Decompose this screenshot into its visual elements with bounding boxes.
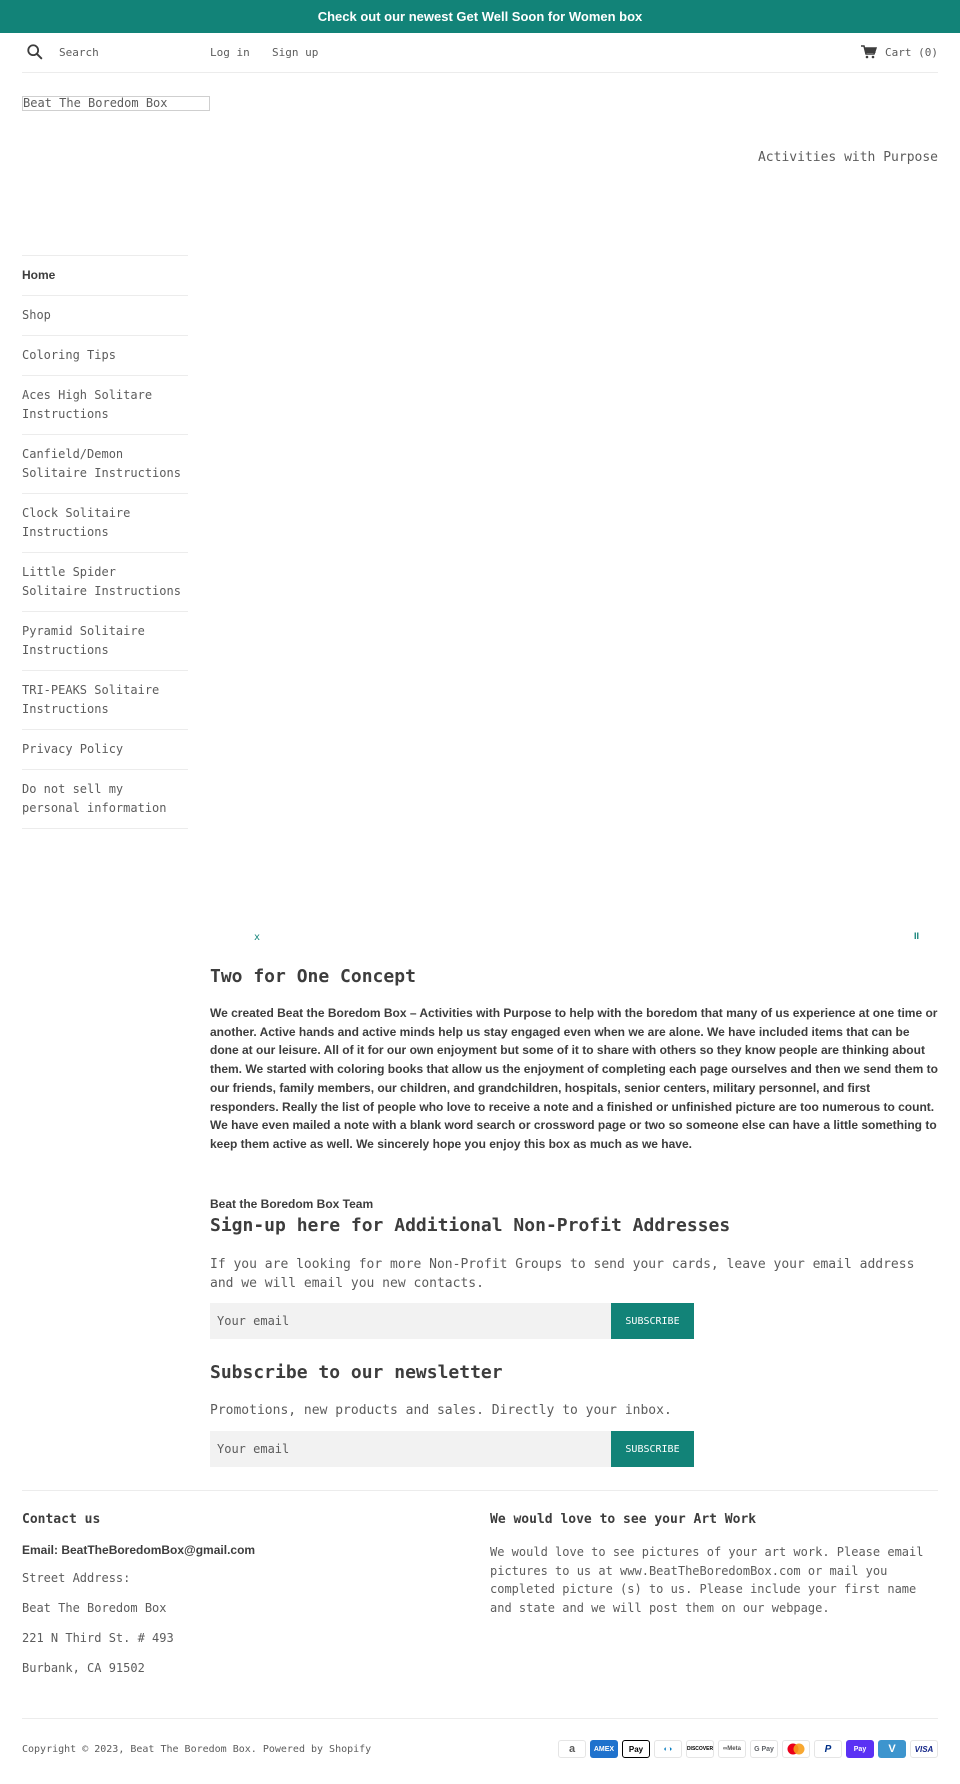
newsletter-email-input[interactable]	[210, 1431, 611, 1467]
diners-club-icon: ◐◑	[654, 1740, 682, 1758]
sidebar-item-home[interactable]: Home	[22, 256, 188, 296]
address-label: Street Address:	[22, 1571, 131, 1585]
cart-label: Cart (0)	[885, 45, 938, 59]
sidebar-nav	[22, 255, 188, 829]
amazon-icon: a	[558, 1740, 586, 1758]
concept-title: Two for One Concept	[210, 966, 416, 987]
contact-email: Email: BeatTheBoredomBox@gmail.com	[22, 1543, 256, 1557]
apple-pay-icon: Pay	[622, 1740, 650, 1758]
footer-divider	[22, 1490, 938, 1491]
nonprofit-signup-form	[210, 1303, 694, 1339]
venmo-icon: V	[878, 1740, 906, 1758]
newsletter-form	[210, 1431, 694, 1467]
sidebar-item-canfield-demon[interactable]: Canfield/Demon Solitaire Instructions	[22, 435, 188, 494]
announcement-bar[interactable]	[0, 0, 960, 33]
payment-icons	[558, 1740, 938, 1758]
shop-pay-icon: Pay	[846, 1740, 874, 1758]
copyright: Copyright © 2023, Beat The Boredom Box. Powered by Shopify	[22, 1744, 372, 1755]
sidebar-item-little-spider[interactable]: Little Spider Solitaire Instructions	[22, 553, 188, 612]
nonprofit-subscribe-button[interactable]: SUBSCRIBE	[611, 1303, 694, 1339]
discover-icon: DISCOVER	[686, 1740, 714, 1758]
newsletter-title: Subscribe to our newsletter	[210, 1362, 503, 1383]
login-link[interactable]: Log in	[210, 46, 250, 59]
sidebar-item-do-not-sell[interactable]: Do not sell my personal information	[22, 770, 188, 829]
sidebar-item-shop[interactable]: Shop	[22, 296, 188, 336]
search-input[interactable]	[59, 42, 209, 62]
google-pay-icon: G Pay	[750, 1740, 778, 1758]
footer-art	[490, 1512, 940, 1618]
cart-link[interactable]	[861, 45, 938, 59]
visa-icon: VISA	[910, 1740, 938, 1758]
contact-title: Contact us	[22, 1512, 101, 1527]
address-street: 221 N Third St. # 493	[22, 1631, 174, 1645]
site-logo[interactable]: Beat The Boredom Box	[22, 96, 210, 111]
sidebar-item-aces-high[interactable]: Aces High Solitare Instructions	[22, 376, 188, 435]
signup-title: Sign-up here for Additional Non-Profit Addresses	[210, 1215, 731, 1236]
site-header-bar	[22, 33, 938, 73]
american-express-icon: AMEX	[590, 1740, 618, 1758]
address-name: Beat The Boredom Box	[22, 1601, 167, 1615]
sidebar-item-pyramid[interactable]: Pyramid Solitaire Instructions	[22, 612, 188, 671]
cart-icon	[861, 45, 877, 59]
search-icon[interactable]	[26, 43, 44, 61]
meta-pay-icon: ∞Meta	[718, 1740, 746, 1758]
footer-contact	[22, 1512, 462, 1691]
sidebar-item-privacy-policy[interactable]: Privacy Policy	[22, 730, 188, 770]
announcement-text[interactable]: Check out our newest Get Well Soon for Women box	[317, 9, 643, 24]
newsletter-text: Promotions, new products and sales. Directly to your inbox.	[210, 1403, 672, 1418]
newsletter-subscribe-button[interactable]: SUBSCRIBE	[611, 1431, 694, 1467]
bottom-divider	[22, 1718, 938, 1719]
address-city: Burbank, CA 91502	[22, 1661, 145, 1675]
paypal-icon: P	[814, 1740, 842, 1758]
sidebar-item-tri-peaks[interactable]: TRI-PEAKS Solitaire Instructions	[22, 671, 188, 730]
site-tagline: Activities with Purpose	[757, 150, 938, 165]
signature: Beat the Boredom Box Team	[210, 1197, 374, 1211]
signup-text: If you are looking for more Non-Profit Groups to send your cards, leave your email address and we will email you new contacts.	[210, 1257, 915, 1291]
art-title: We would love to see your Art Work	[490, 1512, 757, 1527]
art-text: We would love to see pictures of your art work. Please email pictures to us at www.BeatTheBoredomBox.com or mail you completed picture (s) to us. Please include your first name and state and we will post them on our webpage.	[490, 1545, 924, 1616]
mastercard-icon	[782, 1740, 810, 1758]
concept-body: We created Beat the Boredom Box – Activities with Purpose to help with the boredom that many of us experience at one time or another. Active hands and active minds help us stay engaged even when we are alone. We have included items that can be done at our leisure. All of it for our own enjoyment but some of it to share with others so they know people are thinking about them. We started with coloring books that allow us the enjoyment of completing each page ourselves and then we send them to our friends, family members, our children, and grandchildren, hospitals, senior centers, military personnel, and first responders. Really the list of people who love to receive a note and a finished or unfinished picture are too numerous to count. We have even mailed a note with a blank word search or crossword page or two so someone else can have a little something to keep them active as well. We sincerely hope you enjoy this box as much as we have.	[210, 1006, 938, 1151]
nonprofit-email-input[interactable]	[210, 1303, 611, 1339]
signup-link[interactable]: Sign up	[272, 46, 319, 59]
sidebar-item-clock[interactable]: Clock Solitaire Instructions	[22, 494, 188, 553]
slideshow-close-icon[interactable]: x	[254, 932, 261, 943]
sidebar-item-coloring-tips[interactable]: Coloring Tips	[22, 336, 188, 376]
slideshow-pause-icon[interactable]: II	[914, 931, 920, 941]
